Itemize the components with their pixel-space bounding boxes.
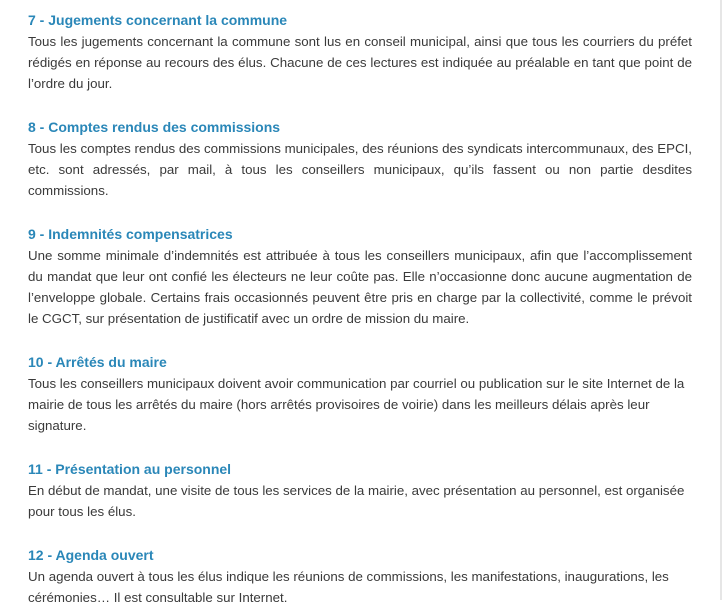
section-title: 12 - Agenda ouvert [28,547,154,563]
section-title: 7 - Jugements concernant la commune [28,12,288,28]
section-arretes [28,352,692,436]
section-text: En début de mandat, une visite de tous les services de la mairie, avec présentation au personnel, est organisée pour tous les élus. [28,483,685,519]
section-text: Tous les conseillers municipaux doivent avoir communication par courriel ou publication sur le site Internet de la mairie de tous les arrêtés du maire (hors arrêtés provisoires de voirie) dans les meilleurs délais après leur signature. [28,376,685,433]
section-title: 11 - Présentation au personnel [28,461,232,477]
section-title: 8 - Comptes rendus des commissions [28,119,281,135]
section-indemnites [28,224,692,329]
section-text: Tous les comptes rendus des commissions municipales, des réunions des syndicats intercommunaux, des EPCI, etc. sont adressés, par mail, à tous les conseillers municipaux, qu’ils fassent ou non partie desdites commissions. [28,141,692,198]
section-agenda [28,545,692,608]
section-text: Un agenda ouvert à tous les élus indique les réunions de commissions, les manifestations, inaugurations, les cérémonies… Il est consultable sur Internet. [28,569,669,605]
section-text: Tous les jugements concernant la commune sont lus en conseil municipal, ainsi que tous les courriers du préfet rédigés en réponse au recours des élus. Chacune de ces lectures est indiquée au préalable en tant que point de l’ordre du jour. [28,34,692,91]
section-title: 10 - Arrêtés du maire [28,354,167,370]
section-title: 9 - Indemnités compensatrices [28,226,233,242]
section-text: Une somme minimale d’indemnités est attribuée à tous les conseillers municipaux, afin que l’accomplissement du mandat que leur ont confié les électeurs ne leur coûte pas. Elle n’occasionne donc aucune augmentation de l’enveloppe globale. Certains frais occasionnés peuvent être pris en charge par la collectivité, comme le prévoit le CGCT, sur présentation de justificatif avec un ordre de mission du maire. [28,248,692,326]
section-comptes-rendus [28,117,692,201]
section-jugements [28,10,692,94]
section-presentation-personnel [28,459,692,522]
